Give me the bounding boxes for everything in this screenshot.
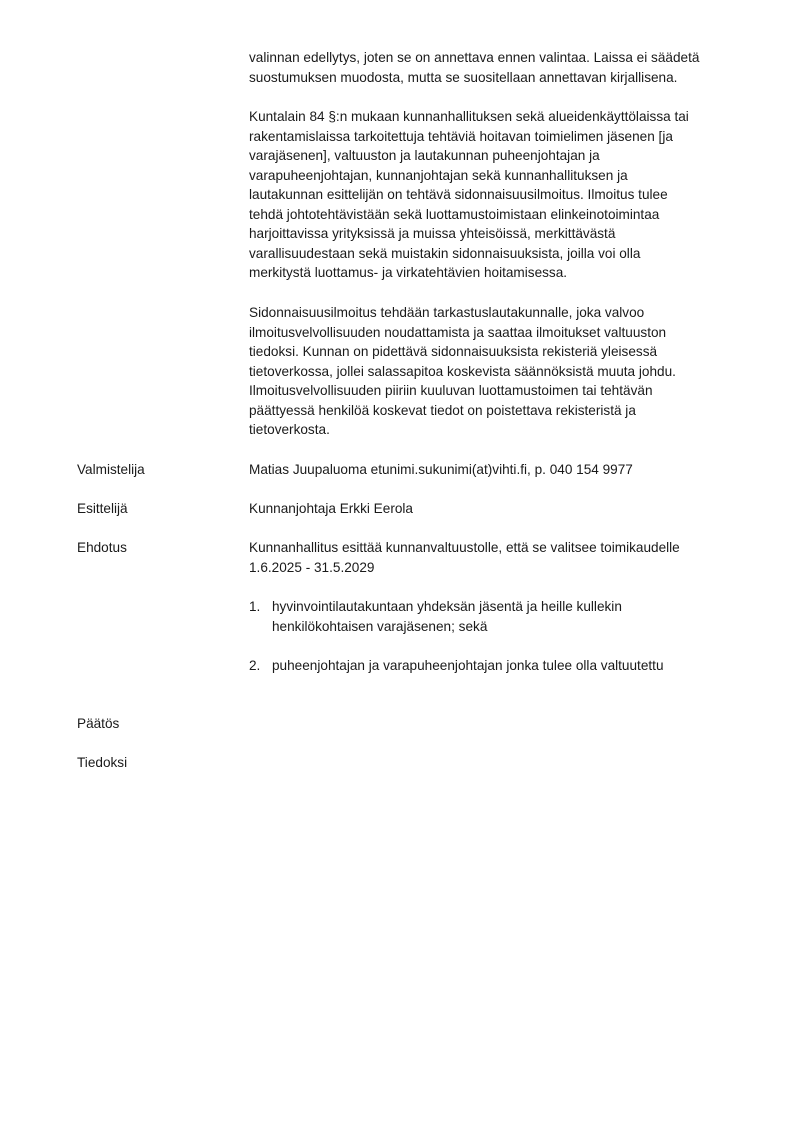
paragraph-line: varapuheenjohtajan, kunnanjohtajan sekä kunnanhallituksen ja <box>249 167 628 183</box>
paragraph-register <box>249 303 749 440</box>
paragraph-line: tehdä johtotehtävistään sekä luottamustoimistaan elinkeinotoimintaa <box>249 206 660 222</box>
preparer-label: Valmistelija <box>77 462 145 477</box>
notice-label: Tiedoksi <box>77 755 128 770</box>
list-item-text <box>272 656 742 676</box>
proposal-label: Ehdotus <box>77 540 127 555</box>
list-item-line: puheenjohtajan ja varapuheenjohtajan jonka tulee olla valtuutettu <box>272 658 664 673</box>
proposal-intro-line: Kunnanhallitus esittää kunnanvaltuustolle, että se valitsee toimikaudelle <box>249 540 680 555</box>
paragraph-line: tietoverkossa, jollei salassapitoa koskevista säännöksistä muuta johdu. <box>249 363 676 379</box>
presenter-label: Esittelijä <box>77 501 128 516</box>
list-item-text <box>272 597 742 636</box>
paragraph-line: varallisuudestaan sekä muistakin sidonnaisuuksista, joilla voi olla <box>249 245 641 261</box>
paragraph-line: Kuntalain 84 §:n mukaan kunnanhallituksen sekä alueidenkäyttölaissa tai <box>249 109 689 124</box>
proposal-intro-line: 1.6.2025 - 31.5.2029 <box>249 559 375 575</box>
paragraph-kuntalaki <box>249 107 749 283</box>
paragraph-line: lautakunnan esittelijän on tehtävä sidonnaisuusilmoitus. Ilmoitus tulee <box>249 187 668 202</box>
presenter-value: Kunnanjohtaja Erkki Eerola <box>249 501 413 516</box>
paragraph-line: merkitystä luottamus- ja virkatehtävien hoitamisessa. <box>249 265 568 280</box>
proposal-intro <box>249 538 749 577</box>
paragraph-consent <box>249 48 749 87</box>
paragraph-line: tietoverkosta. <box>249 422 330 437</box>
paragraph-line: tiedoksi. Kunnan on pidettävä sidonnaisuuksista rekisteriä yleisessä <box>249 344 658 359</box>
paragraph-line: Sidonnaisuusilmoitus tehdään tarkastuslautakunnalle, joka valvoo <box>249 305 645 320</box>
paragraph-line: päättyessä henkilöä koskevat tiedot on poistettava rekisteristä ja <box>249 402 636 418</box>
list-item-number: 1. <box>249 599 261 614</box>
preparer-value: Matias Juupaluoma etunimi.sukunimi(at)vihti.fi, p. 040 154 9977 <box>249 462 633 477</box>
paragraph-line: suostumuksen muodosta, mutta se suositellaan annettavan kirjallisena. <box>249 69 678 85</box>
list-item-line: hyvinvointilautakuntaan yhdeksän jäsentä ja heille kullekin <box>272 599 622 614</box>
paragraph-line: harjoittavissa yrityksissä ja muissa yhteisöissä, merkittävästä <box>249 226 616 241</box>
decision-label: Päätös <box>77 716 120 731</box>
paragraph-line: rakentamislaissa tarkoitettuja tehtäviä hoitavan toimielimen jäsenen [ja <box>249 128 673 144</box>
paragraph-line: ilmoitusvelvollisuuden noudattamista ja saattaa ilmoitukset valtuuston <box>249 324 667 340</box>
list-item-line: henkilökohtaisen varajäsenen; sekä <box>272 618 488 634</box>
paragraph-line: varajäsenen], valtuuston ja lautakunnan puheenjohtajan ja <box>249 148 600 163</box>
paragraph-line: Ilmoitusvelvollisuuden piiriin kuuluvan luottamustoimen tai tehtävän <box>249 383 653 398</box>
list-item-number: 2. <box>249 658 261 673</box>
paragraph-line: valinnan edellytys, joten se on annettava ennen valintaa. Laissa ei säädetä <box>249 50 700 65</box>
